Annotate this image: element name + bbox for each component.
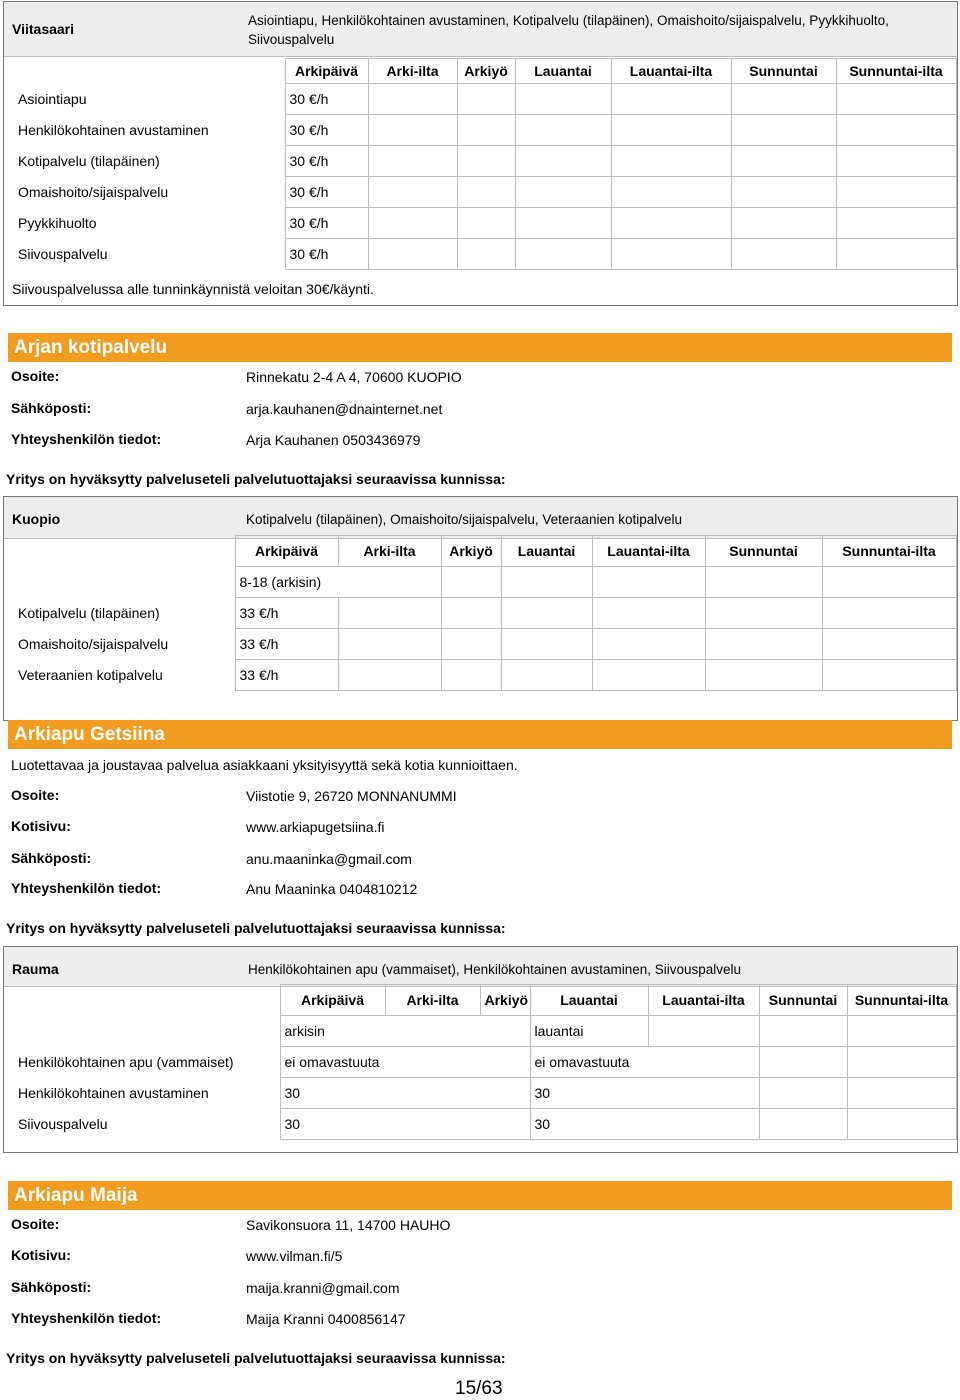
column-header: Sunnuntai xyxy=(731,59,836,84)
service-label: Kotipalvelu (tilapäinen) xyxy=(18,153,160,169)
rate-value: 30 €/h xyxy=(285,84,368,115)
rate-value: 30 xyxy=(280,1078,530,1109)
hours-value: arkisin xyxy=(280,1016,530,1047)
org-title-bar: Arkiapu Maija xyxy=(8,1181,952,1210)
municipality-name: Kuopio xyxy=(12,511,61,527)
table-row xyxy=(10,1078,956,1109)
address-value: Rinnekatu 2-4 A 4, 70600 KUOPIO xyxy=(246,369,462,385)
rate-value: 30 xyxy=(530,1078,759,1109)
contact-value: Maija Kranni 0400856147 xyxy=(246,1311,406,1327)
municipality-name: Viitasaari xyxy=(12,21,75,37)
contact-label: Yhteyshenkilön tiedot: xyxy=(11,880,162,896)
column-header: Sunnuntai-ilta xyxy=(836,59,956,84)
rauma-block xyxy=(3,946,958,1153)
org-title-bar: Arjan kotipalvelu xyxy=(8,333,952,362)
email-value[interactable]: maija.kranni@gmail.com xyxy=(246,1280,400,1296)
contact-label: Yhteyshenkilön tiedot: xyxy=(11,431,162,447)
email-label: Sähköposti: xyxy=(11,400,92,416)
municipality-name: Rauma xyxy=(12,961,59,977)
column-header: Arkipäivä xyxy=(235,536,338,567)
homepage-label: Kotisivu: xyxy=(11,818,71,834)
address-label: Osoite: xyxy=(11,368,60,384)
column-header: Lauantai-ilta xyxy=(592,536,705,567)
service-label: Pyykkihuolto xyxy=(18,215,97,231)
address-value: Viistotie 9, 26720 MONNANUMMI xyxy=(246,788,457,804)
rate-value: 30 €/h xyxy=(285,115,368,146)
approved-heading: Yritys on hyväksytty palveluseteli palvelutuottajaksi seuraavissa kunnissa: xyxy=(6,920,506,936)
email-label: Sähköposti: xyxy=(11,850,92,866)
rate-table xyxy=(10,984,957,1140)
rate-value: 33 €/h xyxy=(235,629,338,660)
service-label: Kotipalvelu (tilapäinen) xyxy=(18,605,160,621)
service-label: Siivouspalvelu xyxy=(18,246,108,262)
address-label: Osoite: xyxy=(11,787,60,803)
municipality-services: Kotipalvelu (tilapäinen), Omaishoito/sijaispalvelu, Veteraanien kotipalvelu xyxy=(246,512,683,527)
table-row xyxy=(10,1016,956,1047)
rate-value: ei omavastuuta xyxy=(530,1047,759,1078)
contact-value: Arja Kauhanen 0503436979 xyxy=(246,432,421,448)
address-value: Savikonsuora 11, 14700 HAUHO xyxy=(246,1217,451,1233)
approved-heading: Yritys on hyväksytty palveluseteli palvelutuottajaksi seuraavissa kunnissa: xyxy=(6,471,506,487)
column-header: Arki-ilta xyxy=(338,536,441,567)
table-header-row xyxy=(10,536,956,567)
page-number: 15/63 xyxy=(455,1378,503,1399)
rate-value: 33 €/h xyxy=(235,598,338,629)
table-header-row xyxy=(10,59,956,84)
table-row xyxy=(10,629,956,660)
contact-label: Yhteyshenkilön tiedot: xyxy=(11,1310,162,1326)
column-header: Lauantai-ilta xyxy=(648,985,759,1016)
column-header: Arkiyö xyxy=(441,536,501,567)
service-label: Omaishoito/sijaispalvelu xyxy=(18,636,169,652)
service-label: Asiointiapu xyxy=(18,91,87,107)
column-header: Lauantai-ilta xyxy=(611,59,731,84)
viitasaari-block xyxy=(3,1,958,306)
homepage-link[interactable]: www.vilman.fi/5 xyxy=(246,1248,343,1264)
table-row xyxy=(10,115,956,146)
table-row xyxy=(10,1109,956,1140)
service-label: Henkilökohtainen avustaminen xyxy=(18,122,209,138)
email-label: Sähköposti: xyxy=(11,1279,92,1295)
rate-value: 30 xyxy=(530,1109,759,1140)
service-label: Veteraanien kotipalvelu xyxy=(18,667,163,683)
column-header: Arkiyö xyxy=(480,985,530,1016)
column-header: Lauantai xyxy=(530,985,648,1016)
table-row xyxy=(10,598,956,629)
homepage-label: Kotisivu: xyxy=(11,1247,71,1263)
rate-value: 30 €/h xyxy=(285,208,368,239)
hours-value: lauantai xyxy=(530,1016,648,1047)
rate-value: 30 €/h xyxy=(285,177,368,208)
table-row xyxy=(10,660,956,691)
table-row xyxy=(10,84,956,115)
address-label: Osoite: xyxy=(11,1216,60,1232)
column-header: Sunnuntai-ilta xyxy=(847,985,956,1016)
column-header: Lauantai xyxy=(501,536,592,567)
column-header: Arki-ilta xyxy=(385,985,480,1016)
municipality-services: Henkilökohtainen apu (vammaiset), Henkilökohtainen avustaminen, Siivouspalvelu xyxy=(248,962,742,977)
org-title-bar: Arkiapu Getsiina xyxy=(8,720,952,749)
table-row xyxy=(10,208,956,239)
rate-value: 33 €/h xyxy=(235,660,338,691)
service-label: Henkilökohtainen avustaminen xyxy=(18,1085,209,1101)
column-header: Arkipäivä xyxy=(280,985,385,1016)
table-row xyxy=(10,1047,956,1078)
table-row xyxy=(10,567,956,598)
homepage-link[interactable]: www.arkiapugetsiina.fi xyxy=(246,819,385,835)
rate-table xyxy=(10,535,957,691)
table-row xyxy=(10,239,956,270)
hours-value: 8-18 (arkisin) xyxy=(235,567,441,598)
approved-heading: Yritys on hyväksytty palveluseteli palvelutuottajaksi seuraavissa kunnissa: xyxy=(6,1350,506,1366)
contact-value: Anu Maaninka 0404810212 xyxy=(246,881,418,897)
service-label: Siivouspalvelu xyxy=(18,1116,108,1132)
column-header: Lauantai xyxy=(515,59,611,84)
municipality-services: Asiointiapu, Henkilökohtainen avustaminen, Kotipalvelu (tilapäinen), Omaishoito/sijaispalvelu, Pyykkihuolto, Siivouspalvelu xyxy=(248,13,889,47)
rate-value: ei omavastuuta xyxy=(280,1047,530,1078)
column-header: Arkipäivä xyxy=(285,59,368,84)
table-row xyxy=(10,146,956,177)
service-label: Henkilökohtainen apu (vammaiset) xyxy=(18,1054,234,1070)
email-value[interactable]: arja.kauhanen@dnainternet.net xyxy=(246,401,443,417)
email-value[interactable]: anu.maaninka@gmail.com xyxy=(246,851,412,867)
kuopio-block xyxy=(3,496,958,721)
column-header: Sunnuntai xyxy=(705,536,822,567)
service-label: Omaishoito/sijaispalvelu xyxy=(18,184,169,200)
rate-value: 30 xyxy=(280,1109,530,1140)
rate-value: 30 €/h xyxy=(285,146,368,177)
rate-table xyxy=(10,58,957,270)
table-row xyxy=(10,177,956,208)
note-text: Siivouspalvelussa alle tunninkäynnistä veloitan 30€/käynti. xyxy=(12,281,374,297)
column-header: Arki-ilta xyxy=(368,59,457,84)
rate-value: 30 €/h xyxy=(285,239,368,270)
column-header: Sunnuntai-ilta xyxy=(822,536,956,567)
column-header: Sunnuntai xyxy=(759,985,847,1016)
table-header-row xyxy=(10,985,956,1016)
org-description: Luotettavaa ja joustavaa palvelua asiakkaani yksityisyyttä sekä kotia kunnioittaen. xyxy=(11,757,518,773)
column-header: Arkiyö xyxy=(457,59,515,84)
